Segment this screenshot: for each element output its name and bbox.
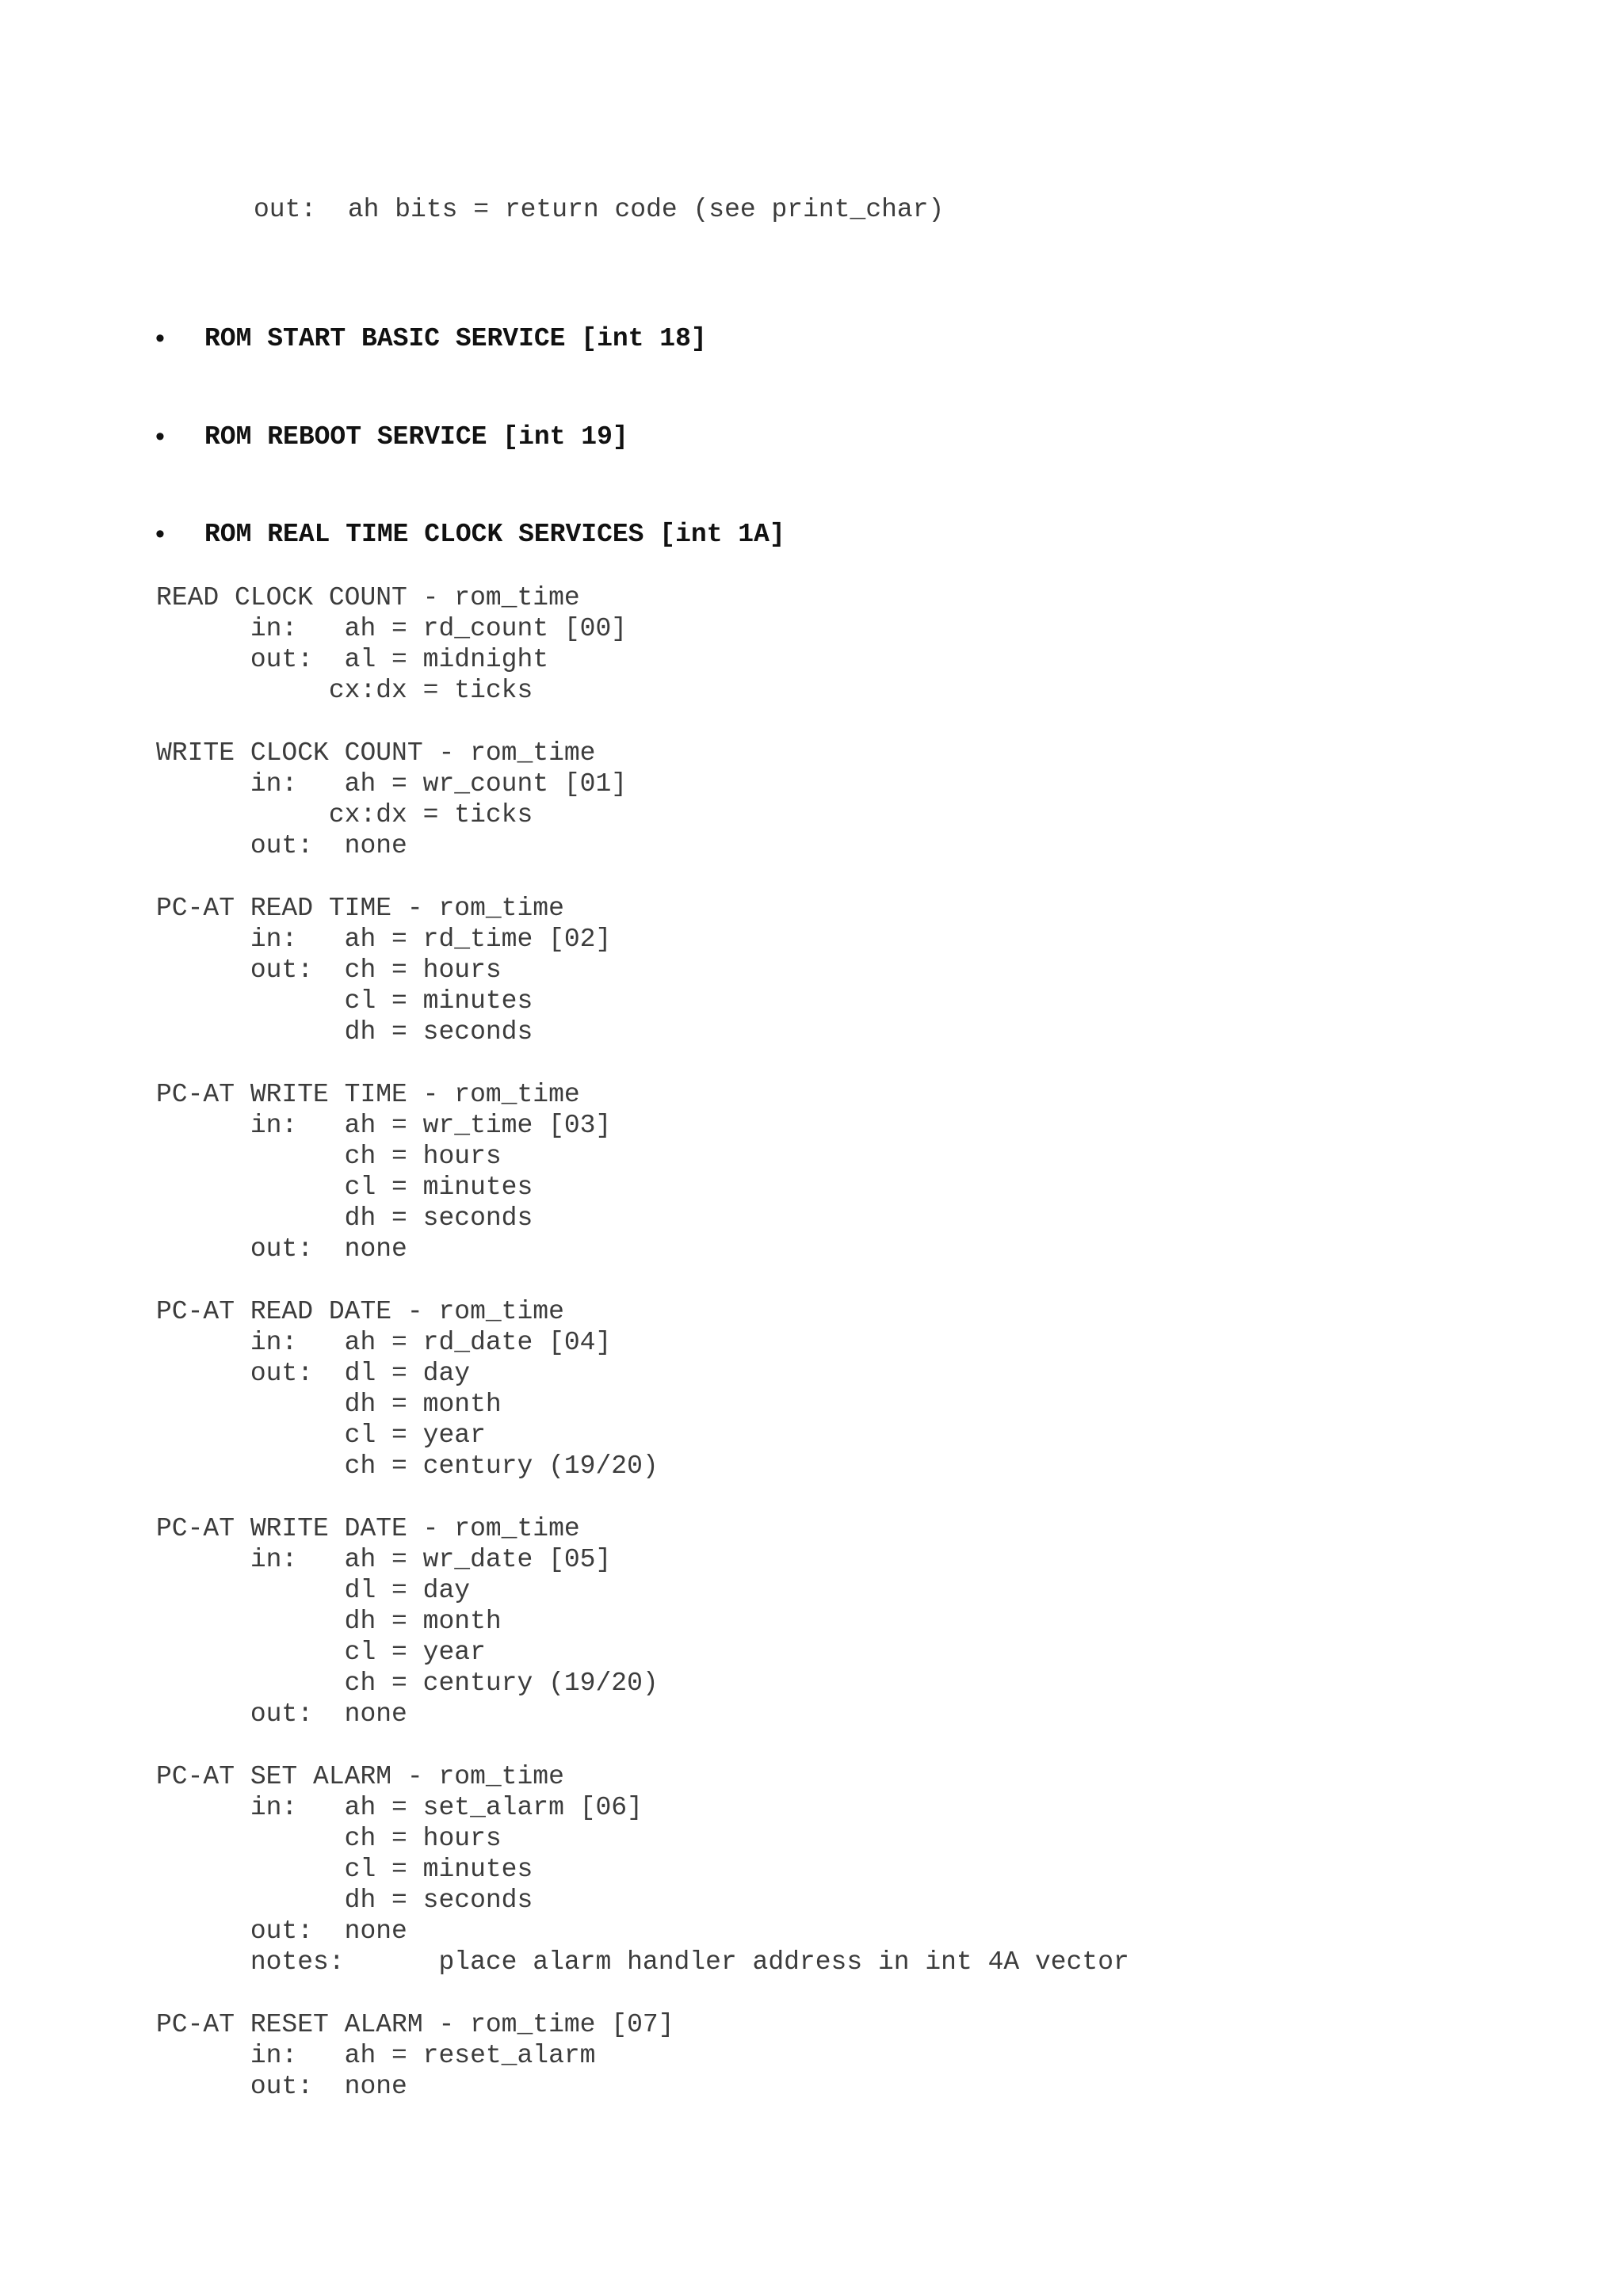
service-line: out: none: [156, 2072, 407, 2101]
service-line: PC-AT WRITE DATE - rom_time: [156, 1514, 580, 1543]
bullet-icon: •: [155, 519, 165, 549]
service-line: cx:dx = ticks: [156, 800, 533, 830]
heading-reboot: ROM REBOOT SERVICE [int 19]: [204, 422, 628, 452]
service-line: PC-AT READ TIME - rom_time: [156, 894, 564, 923]
service-line: PC-AT SET ALARM - rom_time: [156, 1762, 564, 1791]
heading-start-basic: ROM START BASIC SERVICE [int 18]: [204, 324, 707, 353]
service-line: out: al = midnight: [156, 645, 549, 674]
service-line: out: none: [156, 1234, 407, 1264]
service-line: cl = minutes: [156, 986, 533, 1016]
service-line: in: ah = rd_count [00]: [156, 614, 628, 643]
print-char-out-line: out: ah bits = return code (see print_char): [254, 195, 945, 224]
service-line: dh = seconds: [156, 1886, 533, 1915]
service-line: out: dl = day: [156, 1359, 471, 1388]
service-line: in: ah = wr_time [03]: [156, 1111, 612, 1140]
service-line: WRITE CLOCK COUNT - rom_time: [156, 738, 596, 768]
service-line: out: none: [156, 831, 407, 860]
service-line: READ CLOCK COUNT - rom_time: [156, 583, 580, 612]
service-line: dh = seconds: [156, 1203, 533, 1233]
service-line: ch = hours: [156, 1824, 502, 1853]
service-line: PC-AT WRITE TIME - rom_time: [156, 1080, 580, 1109]
service-line: dl = day: [156, 1576, 471, 1605]
service-line: dh = month: [156, 1390, 502, 1419]
heading-real-time-clock: ROM REAL TIME CLOCK SERVICES [int 1A]: [204, 520, 785, 549]
service-line: in: ah = reset_alarm: [156, 2041, 596, 2070]
service-line: ch = hours: [156, 1142, 502, 1171]
service-line: cx:dx = ticks: [156, 676, 533, 705]
bullet-icon: •: [155, 421, 165, 452]
service-line: ch = century (19/20): [156, 1669, 659, 1698]
service-line: cl = minutes: [156, 1855, 533, 1884]
bullet-icon: •: [155, 323, 165, 353]
service-line: in: ah = set_alarm [06]: [156, 1793, 643, 1822]
service-line: ch = century (19/20): [156, 1451, 659, 1481]
service-line: in: ah = wr_count [01]: [156, 769, 628, 799]
service-line: PC-AT RESET ALARM - rom_time [07]: [156, 2010, 674, 2039]
service-line: in: ah = rd_time [02]: [156, 925, 612, 954]
service-line: dh = seconds: [156, 1017, 533, 1047]
service-line: PC-AT READ DATE - rom_time: [156, 1297, 564, 1326]
service-line: out: ch = hours: [156, 955, 502, 985]
service-line: cl = minutes: [156, 1173, 533, 1202]
service-line: in: ah = wr_date [05]: [156, 1545, 612, 1574]
service-line: notes: place alarm handler address in int 4A vector: [156, 1947, 1129, 1977]
service-line: out: none: [156, 1699, 407, 1729]
service-line: cl = year: [156, 1421, 486, 1450]
service-line: out: none: [156, 1917, 407, 1946]
service-line: in: ah = rd_date [04]: [156, 1328, 612, 1357]
service-line: cl = year: [156, 1638, 486, 1667]
service-line: dh = month: [156, 1607, 502, 1636]
